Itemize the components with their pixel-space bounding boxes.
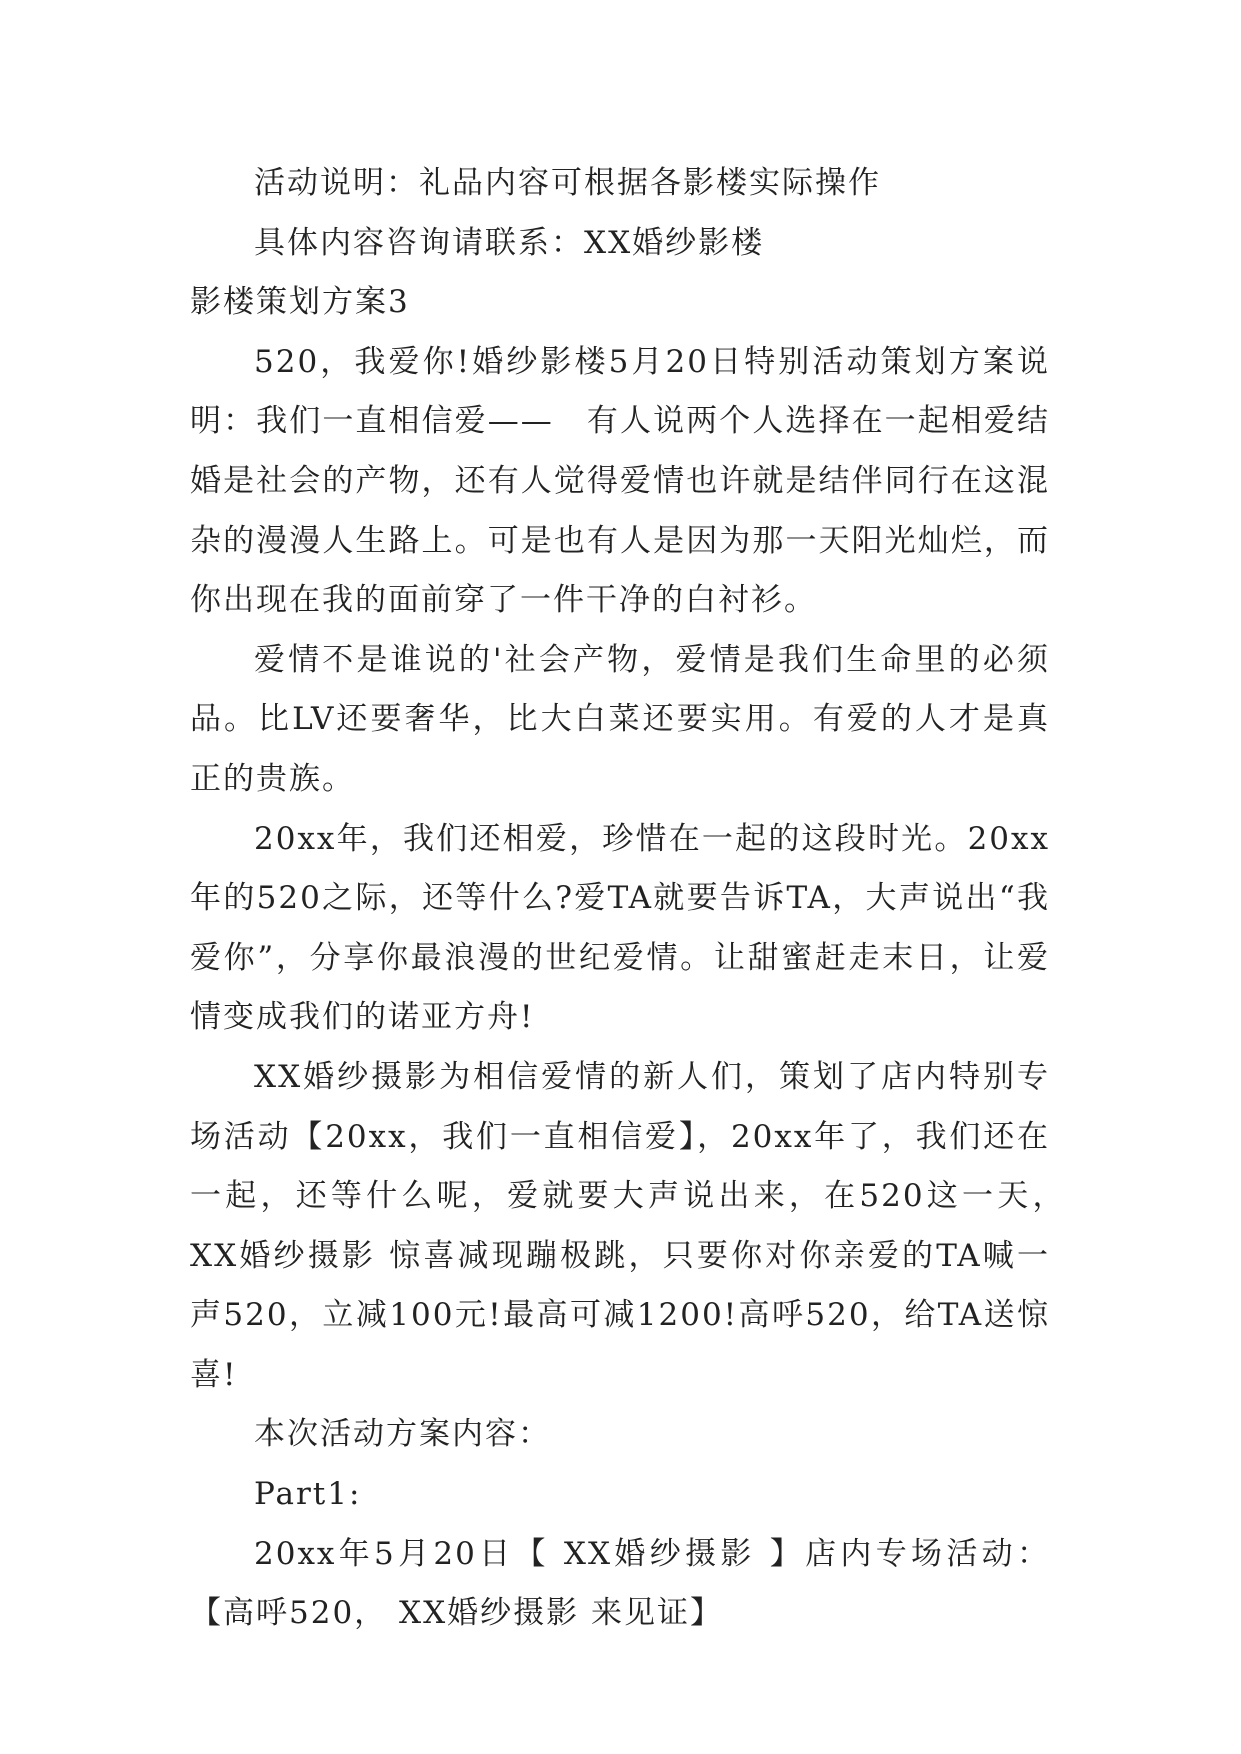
paragraph-activity-note: 活动说明：礼品内容可根据各影楼实际操作 (254, 165, 881, 201)
paragraph-contact: 具体内容咨询请联系：XX婚纱影楼 (254, 224, 765, 261)
section-heading: 影楼策划方案3 (190, 284, 410, 321)
paragraph-year: 20xx年，我们还相爱，珍惜在一起的这段时光。20xx年的520之际，还等什么?爱TA就要告诉TA，大声说出“我爱你”，分享你最浪漫的世纪爱情。让甜蜜赶走末日，让爱情变成我们的诺亚方舟! (190, 820, 1050, 1036)
paragraph-part-label: Part1: (254, 1476, 362, 1513)
paragraph-event: XX婚纱摄影为相信爱情的新人们，策划了店内特别专场活动【20xx，我们一直相信爱】，20xx年了，我们还在一起，还等什么呢，爱就要大声说出来，在520这一天， XX婚纱摄影 惊喜减现蹦极跳，只要你对你亲爱的TA喊一声520，立减100元!最高可减1200!高呼520，给TA送惊喜! (190, 1058, 1083, 1393)
paragraph-intro: 520，我爱你!婚纱影楼5月20日特别活动策划方案说明：我们一直相信爱—— 有人说两个人选择在一起相爱结婚是社会的产物，还有人觉得爱情也许就是结伴同行在这混杂的漫漫人生路上。可是也有人是因为那一天阳光灿烂，而你出现在我的面前穿了一件干净的白衬衫。 (190, 343, 1050, 619)
document-body (190, 154, 1083, 1644)
paragraph-plan-title: 本次活动方案内容： (254, 1416, 551, 1453)
paragraph-love: 爱情不是谁说的'社会产物，爱情是我们生命里的必须品。比LV还要奢华，比大白菜还要实用。有爱的人才是真正的贵族。 (190, 641, 1050, 797)
paragraph-part1-detail: 20xx年5月20日【 XX婚纱摄影 】店内专场活动：【高呼520， XX婚纱摄影 来见证】 (190, 1535, 1050, 1632)
